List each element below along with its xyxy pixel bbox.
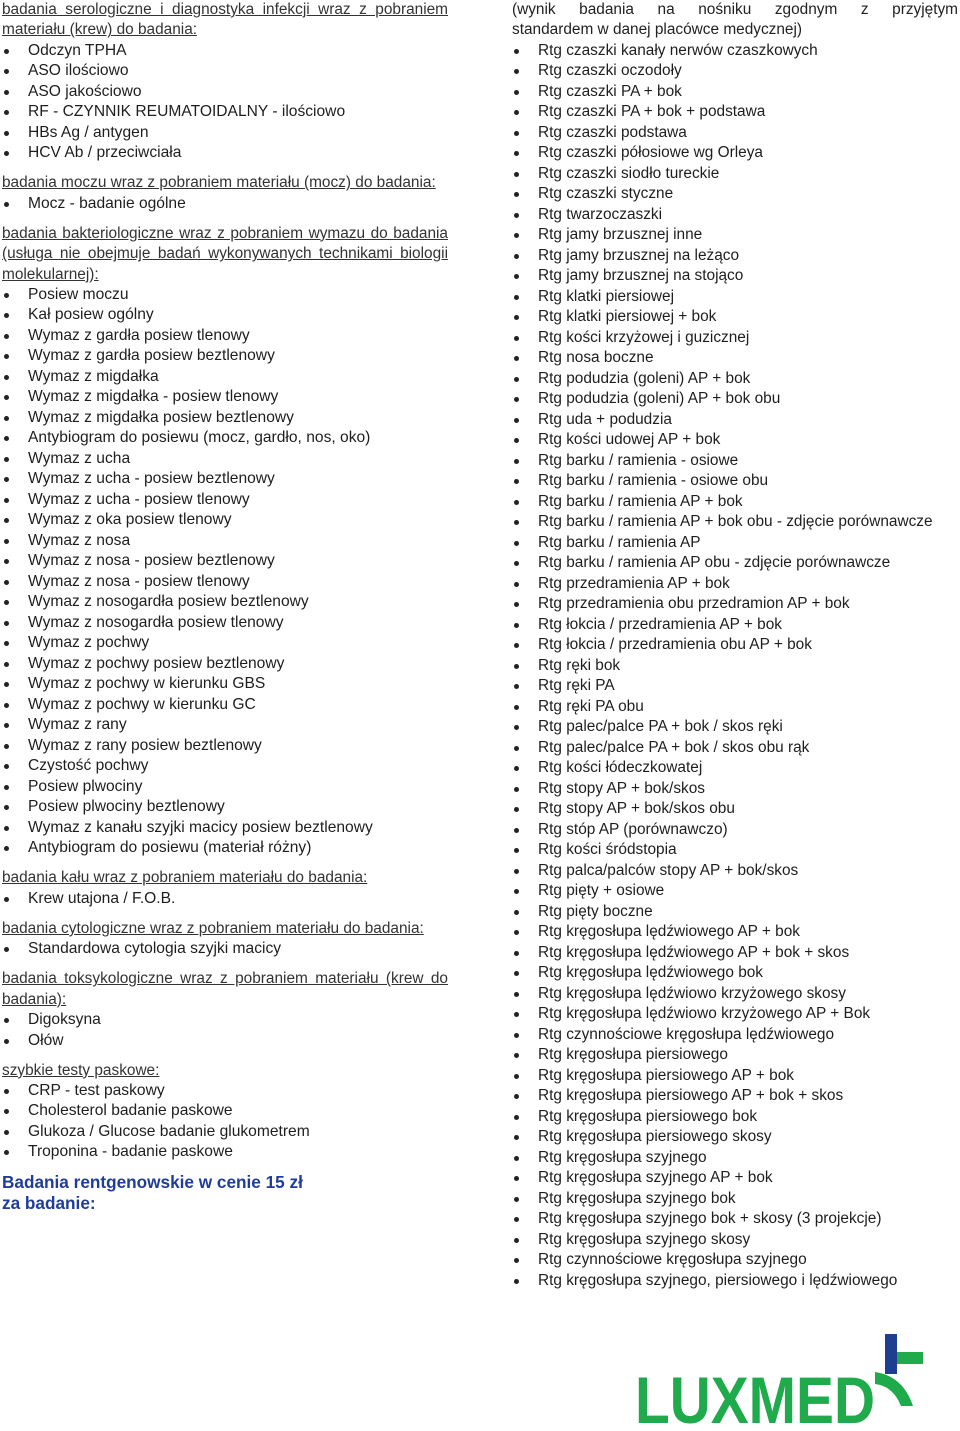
list-item: Ołów (2, 1031, 448, 1052)
xray-list-item: Rtg pięty boczne (512, 902, 958, 923)
xray-list-item: Rtg czaszki oczodoły (512, 61, 958, 82)
list-item: Wymaz z gardła posiew tlenowy (2, 326, 448, 347)
xray-list-item: Rtg podudzia (goleni) AP + bok obu (512, 389, 958, 410)
section-spacer (2, 1163, 448, 1173)
section-list (2, 41, 448, 164)
xray-list-item: Rtg czynnościowe kręgosłupa lędźwiowego (512, 1025, 958, 1046)
xray-list-item: Rtg kości krzyżowej i guzicznej (512, 328, 958, 349)
section-spacer (2, 909, 448, 919)
list-item: Wymaz z rany posiew beztlenowy (2, 736, 448, 757)
xray-list-item: Rtg barku / ramienia - osiowe (512, 451, 958, 472)
xray-list-item: Rtg klatki piersiowej + bok (512, 307, 958, 328)
list-item: Wymaz z pochwy w kierunku GC (2, 695, 448, 716)
xray-list-item: Rtg czynnościowe kręgosłupa szyjnego (512, 1250, 958, 1271)
xray-list (512, 41, 958, 1292)
xray-intro-continued: standardem w danej placówce medycznej) (512, 21, 803, 39)
xray-list-item: Rtg barku / ramienia AP obu - zdjęcie porównawcze (512, 553, 958, 574)
xray-list-item: Rtg kręgosłupa szyjnego skosy (512, 1230, 958, 1251)
xray-list-item: Rtg twarzoczaszki (512, 205, 958, 226)
list-item: Wymaz z rany (2, 715, 448, 736)
xray-list-item: Rtg kości śródstopia (512, 840, 958, 861)
xray-list-item: Rtg kręgosłupa szyjnego AP + bok (512, 1168, 958, 1189)
section-heading: badania kału wraz z pobraniem materiału do badania: (2, 869, 368, 887)
list-item: Wymaz z ucha (2, 449, 448, 470)
list-item: Krew utajona / F.O.B. (2, 889, 448, 910)
list-item: Wymaz z oka posiew tlenowy (2, 510, 448, 531)
list-item: ASO ilościowo (2, 61, 448, 82)
xray-list-item: Rtg ręki bok (512, 656, 958, 677)
xray-list-item: Rtg kręgosłupa piersiowego AP + bok (512, 1066, 958, 1087)
section-list (2, 1081, 448, 1163)
xray-list-item: Rtg czaszki półosiowe wg Orleya (512, 143, 958, 164)
xray-list-item: Rtg stóp AP (porównawczo) (512, 820, 958, 841)
list-item: Wymaz z migdałka - posiew tlenowy (2, 387, 448, 408)
list-item: CRP - test paskowy (2, 1081, 448, 1102)
xray-list-item: Rtg przedramienia obu przedramion AP + bok (512, 594, 958, 615)
xray-list-item: Rtg barku / ramienia - osiowe obu (512, 471, 958, 492)
section-spacer (2, 960, 448, 970)
xray-list-item: Rtg stopy AP + bok/skos (512, 779, 958, 800)
xray-list-item: Rtg łokcia / przedramienia AP + bok (512, 615, 958, 636)
list-item: Odczyn TPHA (2, 41, 448, 62)
xray-list-item: Rtg przedramienia AP + bok (512, 574, 958, 595)
list-item: Posiew plwociny (2, 777, 448, 798)
list-item: Wymaz z nosa - posiew beztlenowy (2, 551, 448, 572)
xray-list-item: Rtg kręgosłupa lędźwiowego AP + bok (512, 922, 958, 943)
xray-list-item: Rtg czaszki podstawa (512, 123, 958, 144)
list-item: Antybiogram do posiewu (mocz, gardło, nos, oko) (2, 428, 448, 449)
xray-list-item: Rtg kręgosłupa piersiowego AP + bok + skos (512, 1086, 958, 1107)
xray-list-item: Rtg kręgosłupa lędźwiowego AP + bok + skos (512, 943, 958, 964)
xray-list-item: Rtg stopy AP + bok/skos obu (512, 799, 958, 820)
luxmed-logo (635, 1328, 930, 1428)
xray-list-item: Rtg czaszki PA + bok + podstawa (512, 102, 958, 123)
logo-wordmark: LUXMED (635, 1363, 875, 1428)
xray-list-item: Rtg kręgosłupa szyjnego bok (512, 1189, 958, 1210)
xray-list-item: Rtg barku / ramienia AP (512, 533, 958, 554)
section-heading: badania bakteriologiczne wraz z pobraniem wymazu do badania (usługa nie obejmuje badań wykonywanych technikami biologii molekularnej): (2, 224, 448, 283)
xray-list-item: Rtg kręgosłupa lędźwiowo krzyżowego skosy (512, 984, 958, 1005)
section-spacer (2, 214, 448, 224)
section-heading: badania serologiczne i diagnostyka infekcji wraz z pobraniem materiału (krew) do badania: (2, 1, 448, 39)
list-item: Mocz - badanie ogólne (2, 194, 448, 215)
list-item: Kał posiew ogólny (2, 305, 448, 326)
list-item: HBs Ag / antygen (2, 123, 448, 144)
section-heading: badania cytologiczne wraz z pobraniem materiału do badania: (2, 919, 424, 937)
xray-list-item: Rtg czaszki styczne (512, 184, 958, 205)
xray-list-item: Rtg klatki piersiowej (512, 287, 958, 308)
right-column (512, 0, 958, 1291)
list-item: Wymaz z kanału szyjki macicy posiew beztlenowy (2, 818, 448, 839)
section-list (2, 939, 448, 960)
section-list (2, 194, 448, 215)
list-item: Wymaz z migdałka (2, 367, 448, 388)
xray-list-item: Rtg pięty + osiowe (512, 881, 958, 902)
xray-list-item: Rtg palec/palce PA + bok / skos obu rąk (512, 738, 958, 759)
xray-list-item: Rtg jamy brzusznej na stojąco (512, 266, 958, 287)
list-item: Digoksyna (2, 1010, 448, 1031)
list-item: Antybiogram do posiewu (materiał różny) (2, 838, 448, 859)
section-spacer (2, 859, 448, 869)
xray-list-item: Rtg uda + podudzia (512, 410, 958, 431)
xray-intro: (wynik badania na nośniku zgodnym z przyjętym (512, 1, 958, 18)
section-list (2, 285, 448, 859)
list-item: Wymaz z pochwy posiew beztlenowy (2, 654, 448, 675)
section-heading: szybkie testy paskowe: (2, 1061, 160, 1079)
xray-list-item: Rtg podudzia (goleni) AP + bok (512, 369, 958, 390)
xray-list-item: Rtg czaszki PA + bok (512, 82, 958, 103)
section-heading: badania moczu wraz z pobraniem materiału (mocz) do badania: (2, 174, 436, 192)
list-item: Wymaz z gardła posiew beztlenowy (2, 346, 448, 367)
xray-list-item: Rtg kręgosłupa szyjnego bok + skosy (3 projekcje) (512, 1209, 958, 1230)
list-item: Wymaz z ucha - posiew beztlenowy (2, 469, 448, 490)
section-spacer (2, 164, 448, 174)
list-item: ASO jakościowo (2, 82, 448, 103)
left-column (2, 0, 448, 1214)
xray-list-item: Rtg kręgosłupa szyjnego (512, 1148, 958, 1169)
xray-list-item: Rtg kręgosłupa lędźwiowo krzyżowego AP + Bok (512, 1004, 958, 1025)
xray-list-item: Rtg barku / ramienia AP + bok obu - zdjęcie porównawcze (512, 512, 958, 533)
section-list (2, 1010, 448, 1051)
list-item: Czystość pochwy (2, 756, 448, 777)
list-item: Cholesterol badanie paskowe (2, 1101, 448, 1122)
list-item: Wymaz z nosa (2, 531, 448, 552)
list-item: Wymaz z ucha - posiew tlenowy (2, 490, 448, 511)
list-item: Glukoza / Glucose badanie glukometrem (2, 1122, 448, 1143)
logo-cross-icon (875, 1334, 923, 1406)
list-item: Posiew moczu (2, 285, 448, 306)
section-list (2, 889, 448, 910)
list-item: HCV Ab / przeciwciała (2, 143, 448, 164)
section-heading: badania toksykologiczne wraz z pobraniem materiału (krew do badania): (2, 970, 448, 1008)
list-item: Posiew plwociny beztlenowy (2, 797, 448, 818)
list-item: Wymaz z migdałka posiew beztlenowy (2, 408, 448, 429)
list-item: Wymaz z pochwy w kierunku GBS (2, 674, 448, 695)
xray-heading-continued: za badanie: (2, 1193, 96, 1214)
xray-list-item: Rtg łokcia / przedramienia obu AP + bok (512, 635, 958, 656)
xray-list-item: Rtg czaszki kanały nerwów czaszkowych (512, 41, 958, 62)
list-item: Wymaz z nosogardła posiew beztlenowy (2, 592, 448, 613)
xray-list-item: Rtg palca/palców stopy AP + bok/skos (512, 861, 958, 882)
list-item: Wymaz z nosa - posiew tlenowy (2, 572, 448, 593)
xray-list-item: Rtg jamy brzusznej inne (512, 225, 958, 246)
xray-list-item: Rtg ręki PA (512, 676, 958, 697)
xray-list-item: Rtg jamy brzusznej na leżąco (512, 246, 958, 267)
list-item: RF - CZYNNIK REUMATOIDALNY - ilościowo (2, 102, 448, 123)
list-item: Troponina - badanie paskowe (2, 1142, 448, 1163)
section-spacer (2, 1051, 448, 1061)
xray-list-item: Rtg czaszki siodło tureckie (512, 164, 958, 185)
xray-list-item: Rtg kręgosłupa szyjnego, piersiowego i lędźwiowego (512, 1271, 958, 1292)
xray-list-item: Rtg kręgosłupa lędźwiowego bok (512, 963, 958, 984)
xray-list-item: Rtg kręgosłupa piersiowego (512, 1045, 958, 1066)
list-item: Wymaz z pochwy (2, 633, 448, 654)
xray-list-item: Rtg palec/palce PA + bok / skos ręki (512, 717, 958, 738)
xray-list-item: Rtg ręki PA obu (512, 697, 958, 718)
list-item: Standardowa cytologia szyjki macicy (2, 939, 448, 960)
xray-list-item: Rtg kręgosłupa piersiowego skosy (512, 1127, 958, 1148)
xray-list-item: Rtg kręgosłupa piersiowego bok (512, 1107, 958, 1128)
list-item: Wymaz z nosogardła posiew tlenowy (2, 613, 448, 634)
xray-list-item: Rtg kości udowej AP + bok (512, 430, 958, 451)
xray-heading: Badania rentgenowskie w cenie 15 zł (2, 1172, 303, 1193)
xray-list-item: Rtg kości łódeczkowatej (512, 758, 958, 779)
xray-list-item: Rtg nosa boczne (512, 348, 958, 369)
xray-list-item: Rtg barku / ramienia AP + bok (512, 492, 958, 513)
